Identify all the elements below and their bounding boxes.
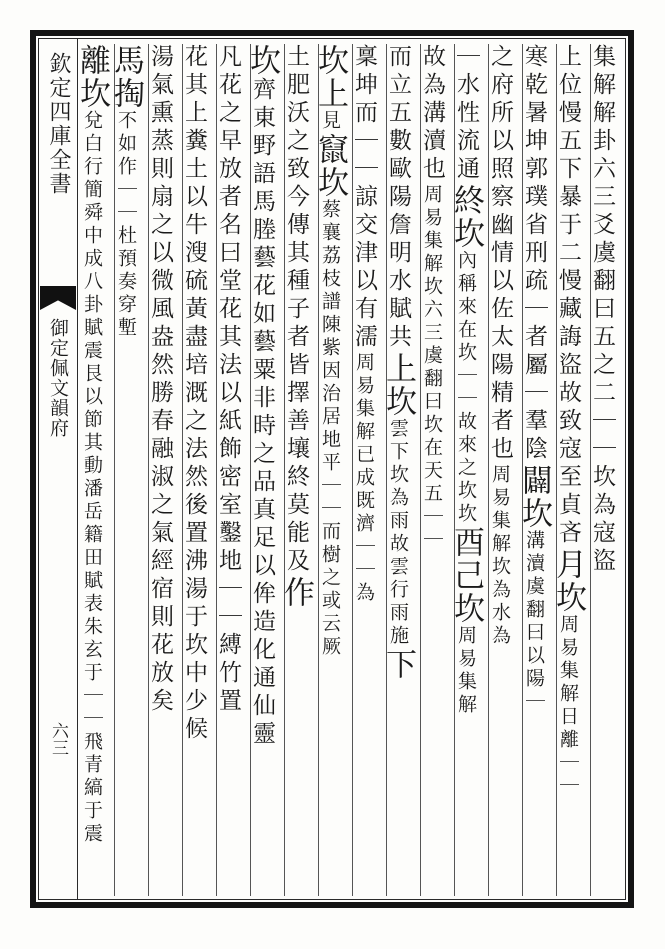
text-column xyxy=(448,44,488,896)
page-number: 六三 xyxy=(48,722,68,756)
text-column xyxy=(312,44,352,896)
annotation-text: 周易集解坎六三虞翻曰坎在 xyxy=(421,184,443,460)
text-column xyxy=(182,44,216,896)
headword: 坎 xyxy=(244,44,280,77)
headword: 坎 xyxy=(550,581,586,614)
headword: 馬 xyxy=(108,44,144,77)
headword: 終 xyxy=(448,184,484,217)
headword: 闢 xyxy=(516,464,552,497)
body-text: 之府所以照察幽情以佐太陽精者也 xyxy=(487,44,513,464)
book-subtitle: 御定佩文韻府 xyxy=(47,318,69,438)
headword: 坎 xyxy=(516,497,552,530)
headword: 離 xyxy=(74,44,110,77)
headword: 竄 xyxy=(312,133,348,166)
text-column xyxy=(148,44,182,896)
text-column xyxy=(74,44,114,896)
text-column xyxy=(590,44,624,896)
body-text: 凡花之早放者名曰堂花其法以紙飾密室鑿地｜｜縛竹置 xyxy=(215,44,241,716)
text-column xyxy=(516,44,556,896)
headword: 月 xyxy=(550,548,586,581)
body-text: 上位慢五下暴于二慢藏誨盜故致寇至貞吝 xyxy=(555,44,581,548)
annotation-text: 雲下坎為雨故雲行雨施 xyxy=(387,418,409,648)
book-title: 欽定四庫全書 xyxy=(46,52,71,196)
body-text: 故為溝瀆也 xyxy=(419,44,445,184)
body-text: 稟坤而｜｜諒交津以有濡 xyxy=(351,44,377,352)
annotation-text: 溝瀆虞翻曰以陽｜ xyxy=(523,530,545,714)
body-text: 花其上糞土以牛溲硫黃盡培溉之法然後置沸湯于坎中少候 xyxy=(181,44,207,744)
annotation-text: 周易集解坎為水為 xyxy=(489,464,511,648)
text-column xyxy=(488,44,522,896)
headword: 坎 xyxy=(448,217,484,250)
headword: 上 xyxy=(380,352,416,385)
headword: 坎 xyxy=(312,44,348,77)
text-column xyxy=(108,44,148,896)
body-text: 湯氣熏蒸則扇之以微風盎然勝春融淑之氣經宿則花放矣 xyxy=(147,44,173,716)
headword: 下 xyxy=(380,648,416,681)
headword: 坎 xyxy=(74,77,110,110)
text-column xyxy=(420,44,454,896)
body-text: 寒乾暑坤郭璞省刑疏｜者屬｜羣陰 xyxy=(521,44,547,464)
headword: 作 xyxy=(278,576,314,609)
headword: 坎 xyxy=(380,385,416,418)
body-text: 而立五數歐陽詹明水賦共 xyxy=(385,44,411,352)
text-column xyxy=(244,44,284,896)
annotation-text: 兌白行簡舜中成八卦賦震艮以節其動 xyxy=(81,110,103,478)
headword: 酉己 xyxy=(448,526,484,592)
text-column xyxy=(550,44,590,896)
annotation-text: 日離｜｜ xyxy=(557,706,579,798)
headword: 掏 xyxy=(108,77,144,110)
headword: 坎 xyxy=(448,592,484,625)
text-column xyxy=(352,44,386,896)
text-body xyxy=(74,44,624,896)
annotation-text: 潘岳籍田賦表朱玄于｜｜飛青縞于震 xyxy=(81,478,103,846)
annotation-text: 周易集解 xyxy=(557,614,579,706)
annotation-text: 蔡襄荔枝譜陳紫因治居地平｜｜而樹之或云厥 xyxy=(319,199,341,659)
annotation-text: 內稱來在坎｜｜故來之坎坎 xyxy=(455,250,477,526)
annotation-text: 天五｜｜ xyxy=(421,460,443,552)
body-text: 土肥沃之致今傳其種子者皆擇善壤終莫能及 xyxy=(283,44,309,576)
text-column xyxy=(380,44,420,896)
text-column xyxy=(216,44,250,896)
annotation-text: 見 xyxy=(319,110,341,133)
headword: 坎 xyxy=(312,166,348,199)
headword: 上 xyxy=(312,77,348,110)
body-text: 齊東野語馬塍藝花如藝粟非時之品真足以侔造化通仙靈 xyxy=(249,77,275,749)
body-text: 集解解卦六三爻虞翻曰五之二｜｜坎為寇盜 xyxy=(589,44,615,576)
annotation-text: 周易集解 xyxy=(455,625,477,717)
text-column xyxy=(278,44,318,896)
annotation-text: 不如作｜｜ xyxy=(115,110,137,225)
annotation-text: 杜預奏穿塹 xyxy=(115,225,137,340)
annotation-text: 周易集解已成既濟｜｜為 xyxy=(353,352,375,605)
body-text: ｜水性流通 xyxy=(453,44,479,184)
